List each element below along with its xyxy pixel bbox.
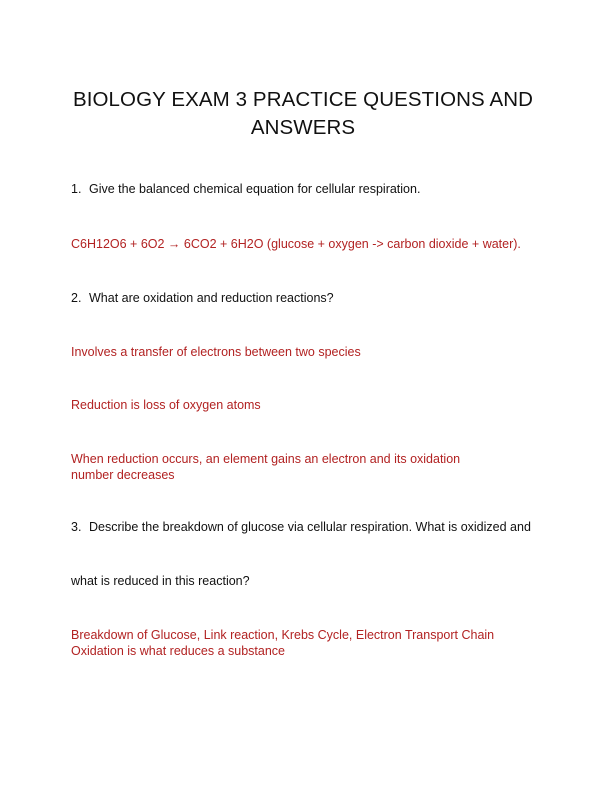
question-3 [71, 519, 531, 535]
document-title: BIOLOGY EXAM 3 PRACTICE QUESTIONS AND ANSWERS [72, 87, 534, 139]
question-3-text: Describe the breakdown of glucose via cellular respiration. What is oxidized and [89, 520, 531, 534]
question-1-number: 1. [71, 182, 82, 196]
answer-3-1: Breakdown of Glucose, Link reaction, Krebs Cycle, Electron Transport Chain Oxidation is what reduces a substance [71, 628, 495, 658]
question-3-text-continued: what is reduced in this reaction? [71, 574, 250, 588]
question-2-number: 2. [71, 291, 82, 305]
answer-2-2: Reduction is loss of oxygen atoms [71, 398, 261, 412]
question-3-number: 3. [71, 520, 82, 534]
answer-2-3: When reduction occurs, an element gains an electron and its oxidation number decreases [71, 452, 461, 482]
question-2 [71, 290, 334, 306]
answer-1-1: C6H12O6 + 6O2 → 6CO2 + 6H2O (glucose + oxygen -> carbon dioxide + water). [71, 237, 521, 251]
answer-2-1: Involves a transfer of electrons between two species [71, 345, 361, 359]
question-1 [71, 181, 420, 197]
question-1-text: Give the balanced chemical equation for cellular respiration. [89, 182, 421, 196]
question-2-text: What are oxidation and reduction reactions? [89, 291, 334, 305]
